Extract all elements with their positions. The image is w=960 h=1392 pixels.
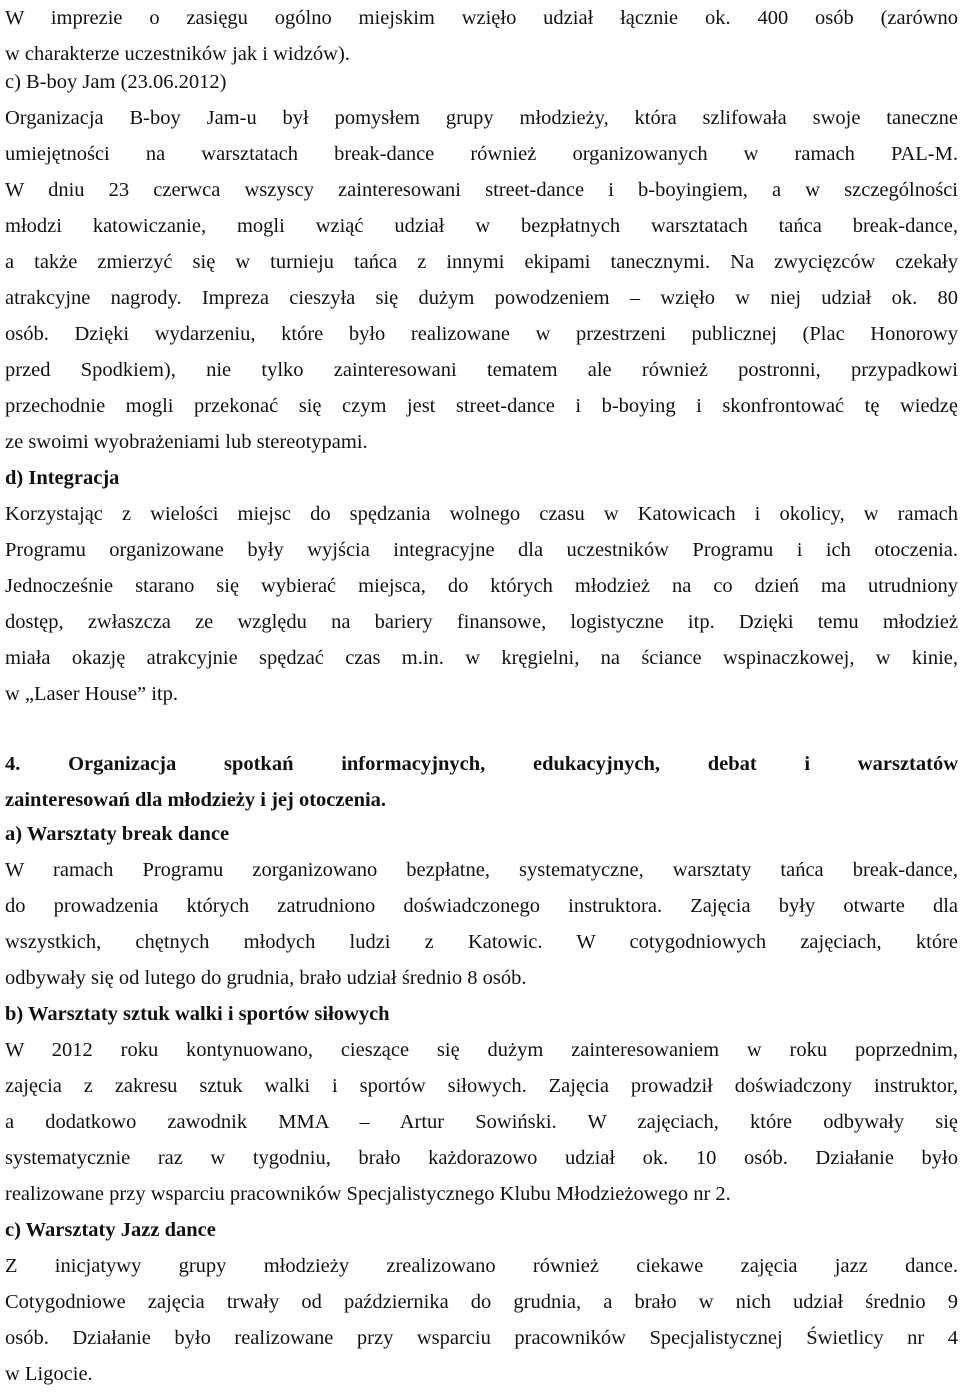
heading-text: a) Warsztaty break dance [5, 823, 230, 845]
text-line: W ramach Programu zorganizowano bezpłatne, systematyczne, warsztaty tańca break-dance, [5, 859, 958, 881]
section-heading-d [5, 460, 958, 496]
heading-text: d) Integracja [5, 467, 120, 489]
breakdance-paragraph [5, 852, 958, 996]
section-heading-a [5, 816, 958, 852]
martial-arts-paragraph [5, 1032, 958, 1212]
text-line: Cotygodniowe zajęcia trwały od października do grudnia, a brało w nich udział średnio 9 [5, 1291, 958, 1313]
bboy-jam-paragraph [5, 100, 958, 460]
text-line: zajęcia z zakresu sztuk walki i sportów siłowych. Zajęcia prowadził doświadczony instruktor, [5, 1075, 958, 1097]
heading-text: c) B-boy Jam (23.06.2012) [5, 71, 227, 93]
text-line: w Ligocie. [5, 1363, 93, 1385]
text-line: systematycznie raz w tygodniu, brało każdorazowo udział ok. 10 osób. Działanie było [5, 1147, 958, 1169]
integration-paragraph [5, 496, 958, 712]
section-heading-4 [5, 746, 958, 818]
heading-text: 4. Organizacja spotkań informacyjnych, edukacyjnych, debat i warsztatów [5, 753, 958, 775]
text-line: a także zmierzyć się w turnieju tańca z innymi ekipami tanecznymi. Na zwycięzców czekały [5, 251, 958, 273]
heading-text: c) Warsztaty Jazz dance [5, 1219, 216, 1241]
text-line: przed Spodkiem), nie tylko zainteresowani tematem ale również postronni, przypadkowi [5, 359, 958, 381]
heading-text: zainteresowań dla młodzieży i jej otoczenia. [5, 789, 387, 811]
intro-paragraph [5, 0, 958, 72]
section-heading-b [5, 996, 958, 1032]
heading-text: b) Warsztaty sztuk walki i sportów siłowych [5, 1003, 390, 1025]
section-heading-c2 [5, 1212, 958, 1248]
text-line: młodzi katowiczanie, mogli wziąć udział w bezpłatnych warsztatach tańca break-dance, [5, 215, 958, 237]
text-line: Organizacja B-boy Jam-u był pomysłem grupy młodzieży, która szlifowała swoje taneczne [5, 107, 958, 129]
text-line: przechodnie mogli przekonać się czym jest street-dance i b-boying i skonfrontować tę wiedzę [5, 395, 958, 417]
text-line: realizowane przy wsparciu pracowników Specjalistycznego Klubu Młodzieżowego nr 2. [5, 1183, 731, 1205]
text-line: wszystkich, chętnych młodych ludzi z Katowic. W cotygodniowych zajęciach, które [5, 931, 958, 953]
text-line: do prowadzenia których zatrudniono doświadczonego instruktora. Zajęcia były otwarte dla [5, 895, 958, 917]
text-line: odbywały się od lutego do grudnia, brało udział średnio 8 osób. [5, 967, 527, 989]
text-line: a dodatkowo zawodnik MMA – Artur Sowiński. W zajęciach, które odbywały się [5, 1111, 958, 1133]
text-line: w charakterze uczestników jak i widzów). [5, 43, 350, 65]
text-line: Programu organizowane były wyjścia integracyjne dla uczestników Programu i ich otoczenia. [5, 539, 958, 561]
jazz-dance-paragraph [5, 1248, 958, 1392]
section-heading-c [5, 64, 958, 100]
text-line: Z inicjatywy grupy młodzieży zrealizowano również ciekawe zajęcia jazz dance. [5, 1255, 958, 1277]
text-line: W dniu 23 czerwca wszyscy zainteresowani street-dance i b-boyingiem, a w szczególności [5, 179, 958, 201]
text-line: W 2012 roku kontynuowano, cieszące się dużym zainteresowaniem w roku poprzednim, [5, 1039, 958, 1061]
text-line: w „Laser House” itp. [5, 683, 179, 705]
text-line: Jednocześnie starano się wybierać miejsca, do których młodzież na co dzień ma utrudniony [5, 575, 958, 597]
text-line: ze swoimi wyobrażeniami lub stereotypami. [5, 431, 368, 453]
text-line: osób. Dzięki wydarzeniu, które było realizowane w przestrzeni publicznej (Plac Honorowy [5, 323, 958, 345]
text-line: W imprezie o zasięgu ogólno miejskim wzięło udział łącznie ok. 400 osób (zarówno [5, 7, 958, 29]
text-line: miała okazję atrakcyjnie spędzać czas m.in. w kręgielni, na ściance wspinaczkowej, w kinie, [5, 647, 958, 669]
text-line: Korzystając z wielości miejsc do spędzania wolnego czasu w Katowicach i okolicy, w ramach [5, 503, 958, 525]
text-line: umiejętności na warsztatach break-dance również organizowanych w ramach PAL-M. [5, 143, 958, 165]
text-line: dostęp, zwłaszcza ze względu na bariery finansowe, logistyczne itp. Dzięki temu młodzież [5, 611, 958, 633]
text-line: osób. Działanie było realizowane przy wsparciu pracowników Specjalistycznej Świetlicy nr 4 [5, 1327, 958, 1349]
text-line: atrakcyjne nagrody. Impreza cieszyła się dużym powodzeniem – wzięło w niej udział ok. 80 [5, 287, 958, 309]
